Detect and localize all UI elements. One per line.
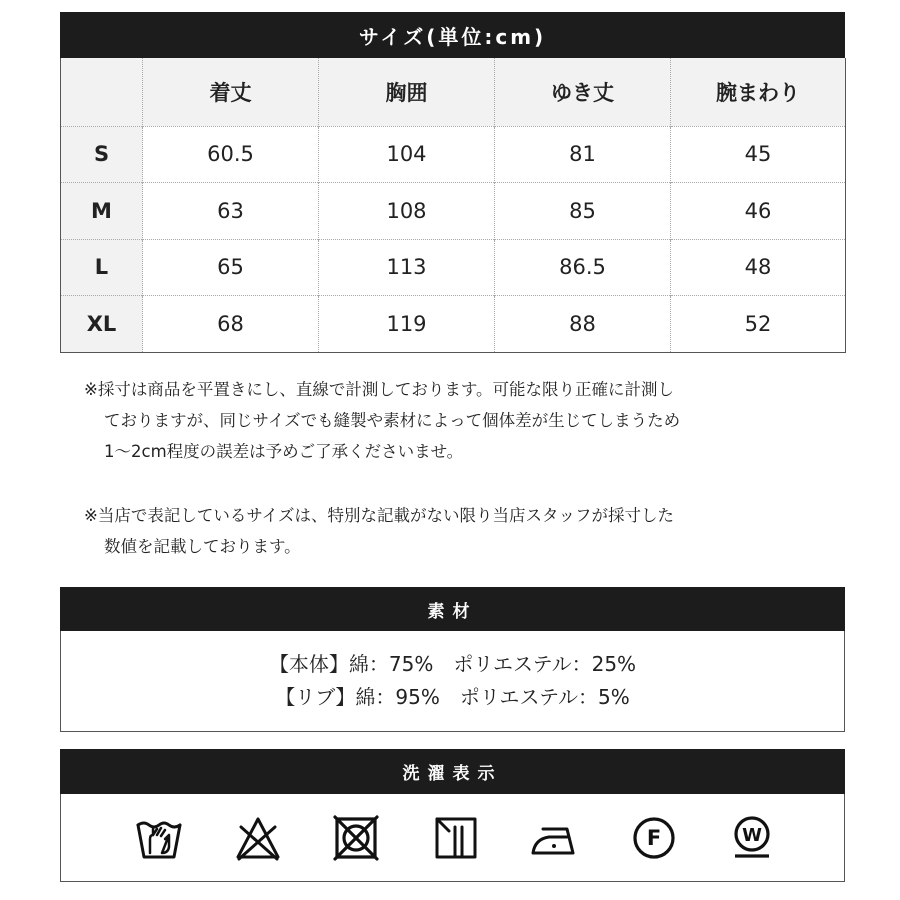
table-cell: 60.5: [143, 126, 319, 183]
size-label: XL: [61, 296, 143, 353]
column-header-arm: 腕まわり: [671, 58, 846, 126]
wet-clean-w-icon: [727, 813, 777, 863]
size-label: M: [61, 183, 143, 240]
table-row: [61, 126, 846, 183]
size-section: [60, 12, 845, 353]
table-cell: 104: [319, 126, 495, 183]
size-table-title: サイズ(単位:cm): [60, 12, 845, 58]
dry-clean-f-icon: [629, 813, 679, 863]
table-cell: 108: [319, 183, 495, 240]
column-header-chest: 胸囲: [319, 58, 495, 126]
table-cell: 63: [143, 183, 319, 240]
note-line: ※当店で表記しているサイズは、特別な記載がない限り当店スタッフが採寸した: [84, 506, 675, 525]
material-title: 素材: [60, 587, 845, 631]
size-label: L: [61, 239, 143, 296]
dry-clean-letter: F: [646, 826, 662, 850]
table-cell: 119: [319, 296, 495, 353]
material-line-rib: 【リブ】綿：95% ポリエステル：5%: [275, 685, 630, 709]
material-body: [60, 631, 845, 732]
table-cell: 48: [671, 239, 846, 296]
table-cell: 45: [671, 126, 846, 183]
measurement-note: [84, 374, 804, 467]
table-cell: 46: [671, 183, 846, 240]
note-line: 1～2cm程度の誤差は予めご了承くださいませ。: [104, 442, 464, 461]
material-section: [60, 587, 845, 732]
table-cell: 81: [495, 126, 671, 183]
note-line: ておりますが、同じサイズでも縫製や素材によって個体差が生じてしまうため: [104, 411, 681, 430]
size-table-header-row: [61, 58, 846, 126]
care-section: [60, 749, 845, 882]
table-row: [61, 296, 846, 353]
size-label: S: [61, 126, 143, 183]
table-row: [61, 239, 846, 296]
iron-low-icon: [529, 813, 579, 863]
table-cell: 68: [143, 296, 319, 353]
line-dry-shade-icon: [431, 813, 481, 863]
wet-clean-letter: W: [742, 825, 762, 846]
column-header-sleeve: ゆき丈: [495, 58, 671, 126]
table-cell: 52: [671, 296, 846, 353]
no-tumble-dry-icon: [331, 813, 381, 863]
hand-wash-icon: [134, 813, 184, 863]
table-cell: 86.5: [495, 239, 671, 296]
note-line: 数値を記載しております。: [104, 537, 301, 556]
column-header-length: 着丈: [143, 58, 319, 126]
table-cell: 85: [495, 183, 671, 240]
table-cell: 88: [495, 296, 671, 353]
table-row: [61, 183, 846, 240]
table-cell: 65: [143, 239, 319, 296]
table-cell: 113: [319, 239, 495, 296]
size-table: [60, 58, 846, 353]
material-line-body: 【本体】綿：75% ポリエステル：25%: [268, 652, 637, 676]
no-bleach-icon: [233, 813, 283, 863]
care-title: 洗濯表示: [60, 749, 845, 794]
care-symbols: [60, 794, 845, 882]
note-line: ※採寸は商品を平置きにし、直線で計測しております。可能な限り正確に計測し: [84, 380, 675, 399]
size-table-corner: [61, 58, 143, 126]
size-source-note: [84, 500, 804, 562]
